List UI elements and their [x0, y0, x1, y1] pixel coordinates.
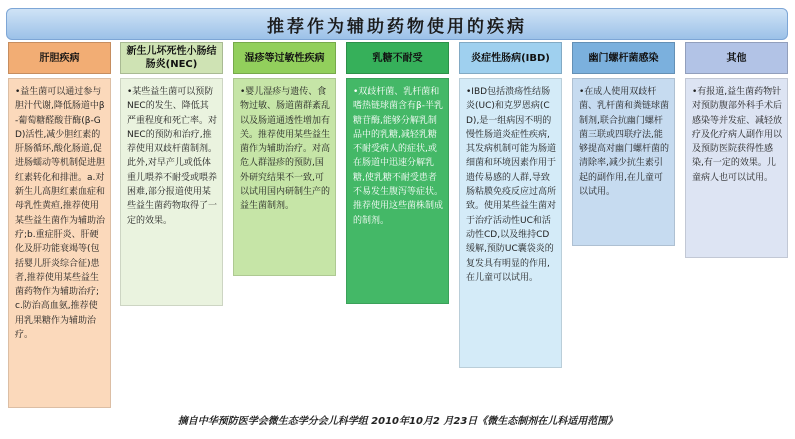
column-ibd	[459, 42, 562, 283]
column-body: •在成人使用双歧杆菌、乳杆菌和粪链球菌制剂,联合抗幽门螺杆菌三联或四联疗法,能够提高对幽门螺杆菌的清除率,减少抗生素引起的副作用,在儿童可以试用。	[572, 78, 675, 246]
column-nec	[120, 42, 223, 226]
column-others	[685, 42, 788, 183]
column-heading: 肝胆疾病	[8, 42, 111, 74]
column-liver-biliary	[8, 42, 111, 341]
column-body: •婴儿湿疹与遗传、食物过敏、肠道菌群紊乱以及肠道通透性增加有关。推荐使用某些益生菌作为辅助治疗。对高危人群湿疹的预防,国外研究结果不一致,可以试用国内研制生产的益生菌制剂。	[233, 78, 336, 276]
column-heading: 其他	[685, 42, 788, 74]
column-h-pylori	[572, 42, 675, 198]
column-heading: 湿疹等过敏性疾病	[233, 42, 336, 74]
column-body: •双歧杆菌、乳杆菌和嗜热链球菌含有β-半乳糖苷酶,能够分解乳制品中的乳糖,减轻乳糖不耐受病人的症状,或在肠道中迅速分解乳糖,使乳糖不耐受患者不易发生腹泻等症状。推荐使用这些菌株制成的制剂。	[346, 78, 449, 304]
source-footnote: 摘自中华预防医学会微生态学分会儿科学组 2010年10月2 月23日《微生态制剂在儿科适用范围》	[177, 416, 618, 427]
column-heading: 幽门螺杆菌感染	[572, 42, 675, 74]
column-body: •有报道,益生菌药物针对预防腹部外科手术后感染等并发症、减轻放疗及化疗病人副作用以及预防医院获得性感染,有一定的效果。儿童病人也可以试用。	[685, 78, 788, 258]
column-body: •某些益生菌可以预防NEC的发生、降低其严重程度和死亡率。对NEC的预防和治疗,推荐使用双歧杆菌制剂。此外,对早产儿或低体重儿喂养不耐受或喂养困难,部分报道使用某些益生菌药物取得了一定的效果。	[120, 78, 223, 306]
column-heading: 乳糖不耐受	[346, 42, 449, 74]
column-lactose-intolerance	[346, 42, 449, 226]
slide-title: 推荐作为辅助药物使用的疾病	[6, 8, 788, 40]
column-eczema-allergy	[233, 42, 336, 212]
column-heading: 炎症性肠病(IBD)	[459, 42, 562, 74]
column-body: •益生菌可以通过参与胆汁代谢,降低肠道中β-葡萄糖醛酸苷酶(β-GD)活性,减少胆红素的肝肠循环,酸化肠道,促进肠蠕动等机制促进胆红素转化和排泄。a.对新生儿高胆红素血症和母乳性黄疸,推荐使用某些益生菌作为辅助治疗;b.重症肝炎、肝硬化及肝功能衰竭等(包括婴儿肝炎综合征)患者,推荐使用某些益生菌药物作为辅助治疗;c.防治高血氨,推荐使用乳果糖作为辅助治疗。	[8, 78, 111, 408]
column-heading: 新生儿坏死性小肠结肠炎(NEC)	[120, 42, 223, 74]
column-body: •IBD包括溃疡性结肠炎(UC)和克罗恩病(CD),是一组病因不明的慢性肠道炎症性疾病,其发病机制可能为肠道细菌和环境因素作用于遗传易感的人群,导致肠粘膜免疫反应过高所致。使用某些益生菌对于治疗活动性UC和活动性CD,以及维持CD缓解,预防UC囊袋炎的复发具有明显的作用,在儿童可以试用。	[459, 78, 562, 368]
